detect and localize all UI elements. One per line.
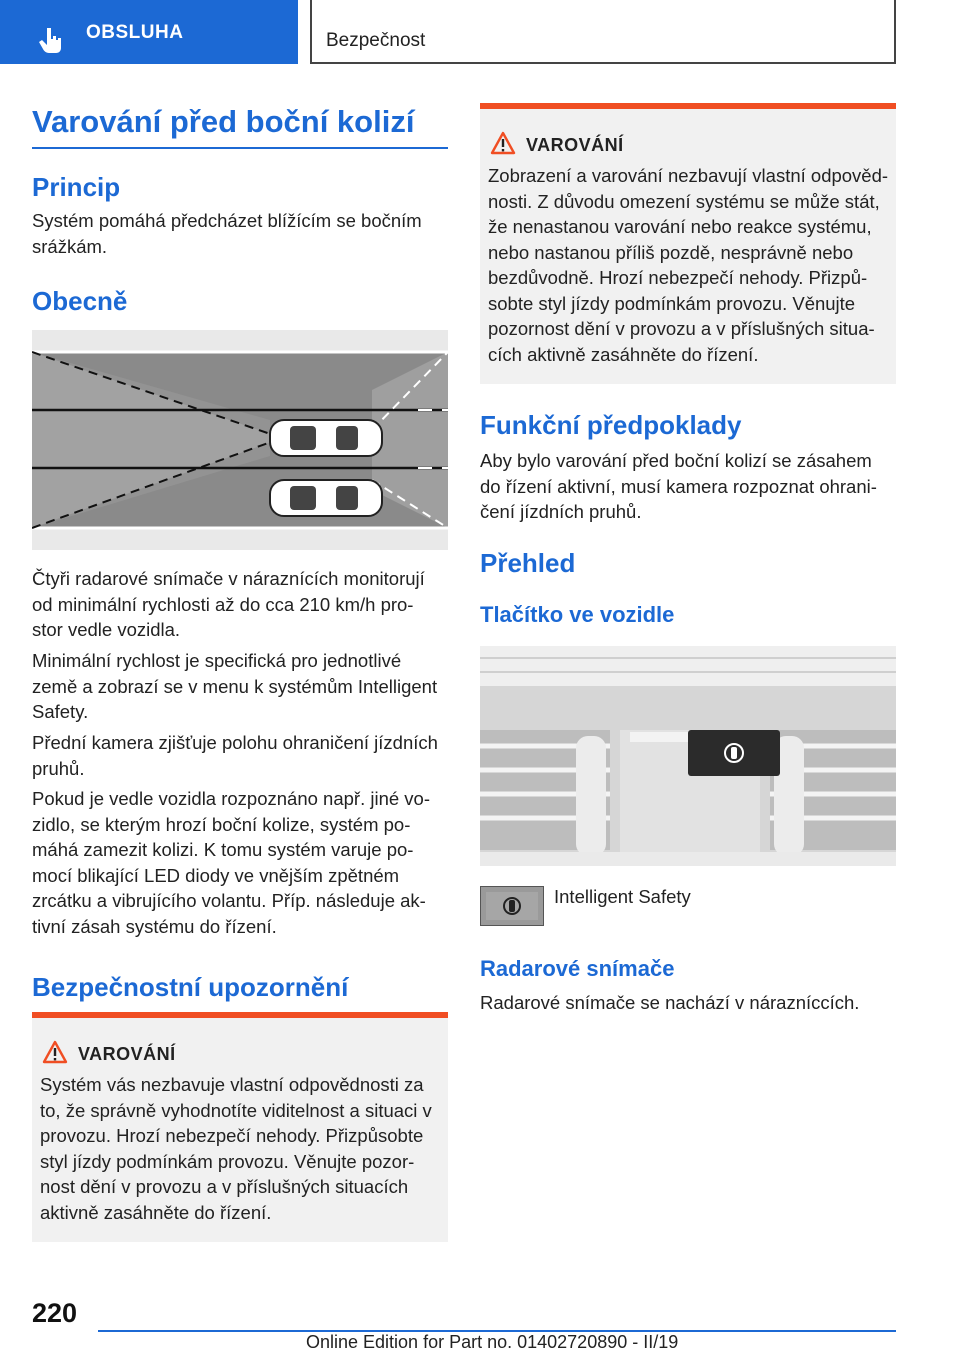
- warning-text: Zobrazení a varování nezbavují vlastní odpověd- nosti. Z důvodu omezení systému se může stát, že nenastanou varování nebo reakce systému, nebo nastanou příliš pozdě, nesprávně nebo bezdůvodně. Hrozí nebezpečí nehody. Přizpů- sobte styl jízdy podmínkám provozu. Věnujte pozornost dění v provozu a v příslušných situa- cích aktivně zasáhněte do řízení.: [488, 165, 889, 365]
- warning-label: VAROVÁNÍ: [78, 1044, 176, 1064]
- warning-box-left: [32, 1012, 448, 1242]
- heading-general: Obecně: [32, 286, 128, 316]
- heading-radar-sensors: Radarové snímače: [480, 956, 675, 981]
- intelligent-safety-button-icon: [480, 886, 544, 926]
- heading-safety-notes: Bezpečnostní upozornění: [32, 972, 349, 1002]
- neighbor-vehicle: [270, 480, 382, 516]
- warning-label: VAROVÁNÍ: [526, 135, 624, 155]
- section-title: Bezpečnost: [326, 30, 426, 51]
- principle-text: Systém pomáhá předcházet blížícím se bočním srážkám.: [32, 210, 422, 257]
- vehicle-console-photo: [480, 646, 896, 866]
- warning-text: Systém vás nezbavuje vlastní odpovědnosti za to, že správně vyhodnotíte viditelnost a situaci v provozu. Hrozí nebezpečí nehody. Přizpůsobte styl jízdy podmínkám provozu. Věnujte pozor- nost dění v provozu a v příslušných situacích aktivně zasáhněte do řízení.: [40, 1074, 432, 1223]
- warning-triangle-icon: [490, 131, 516, 155]
- footer-edition: Online Edition for Part no. 01402720890 - II/19: [306, 1332, 679, 1352]
- page-title: Varování před boční kolizí: [32, 104, 415, 139]
- paragraph-front-camera: Přední kamera zjišťuje polohu ohraničení jízdních pruhů.: [32, 732, 438, 779]
- button-label: Intelligent Safety: [554, 886, 691, 907]
- prerequisites-text: Aby bylo varování před boční kolizí se zásahem do řízení aktivní, musí kamera rozpoznat ohrani- čení jízdních pruhů.: [480, 450, 877, 522]
- heading-overview: Přehled: [480, 548, 576, 578]
- title-divider: [32, 147, 448, 149]
- paragraph-minimum-speed: Minimální rychlost je specifická pro jednotlivé země a zobrazí se v menu k systémům Intelligent Safety.: [32, 650, 438, 722]
- page-number: 220: [32, 1298, 78, 1328]
- paragraph-radar-sensors: Čtyři radarové snímače v náraznících monitorují od minimální rychlosti až do cca 210 km/h pro- stor vedle vozidla.: [32, 568, 425, 640]
- chapter-tab[interactable]: [0, 0, 298, 64]
- heading-button-in-vehicle: Tlačítko ve vozidle: [480, 602, 675, 627]
- heading-prerequisites: Funkční předpoklady: [480, 410, 742, 440]
- hand-pointer-icon: [38, 26, 66, 54]
- warning-box-right: [480, 103, 896, 384]
- paragraph-collision-warning: Pokud je vedle vozidla rozpoznáno např. jiné vo- zidlo, se kterým hrozí boční kolize, systém po- máhá zamezit kolizi. K tomu systém varuje po- mocí blikající LED diody ve vnějším zpětném zrcátku a vibrujícího volantu. Příp. následuje ak- tivní zásah systému do řízení.: [32, 788, 430, 937]
- ego-vehicle: [270, 420, 382, 456]
- heading-principle: Princip: [32, 172, 121, 202]
- warning-triangle-icon: [42, 1040, 68, 1064]
- radar-coverage-illustration: [32, 330, 448, 550]
- section-tab: [310, 0, 896, 64]
- chapter-tab-label: OBSLUHA: [86, 22, 184, 43]
- radar-sensors-text: Radarové snímače se nachází v nárazníccích.: [480, 992, 860, 1013]
